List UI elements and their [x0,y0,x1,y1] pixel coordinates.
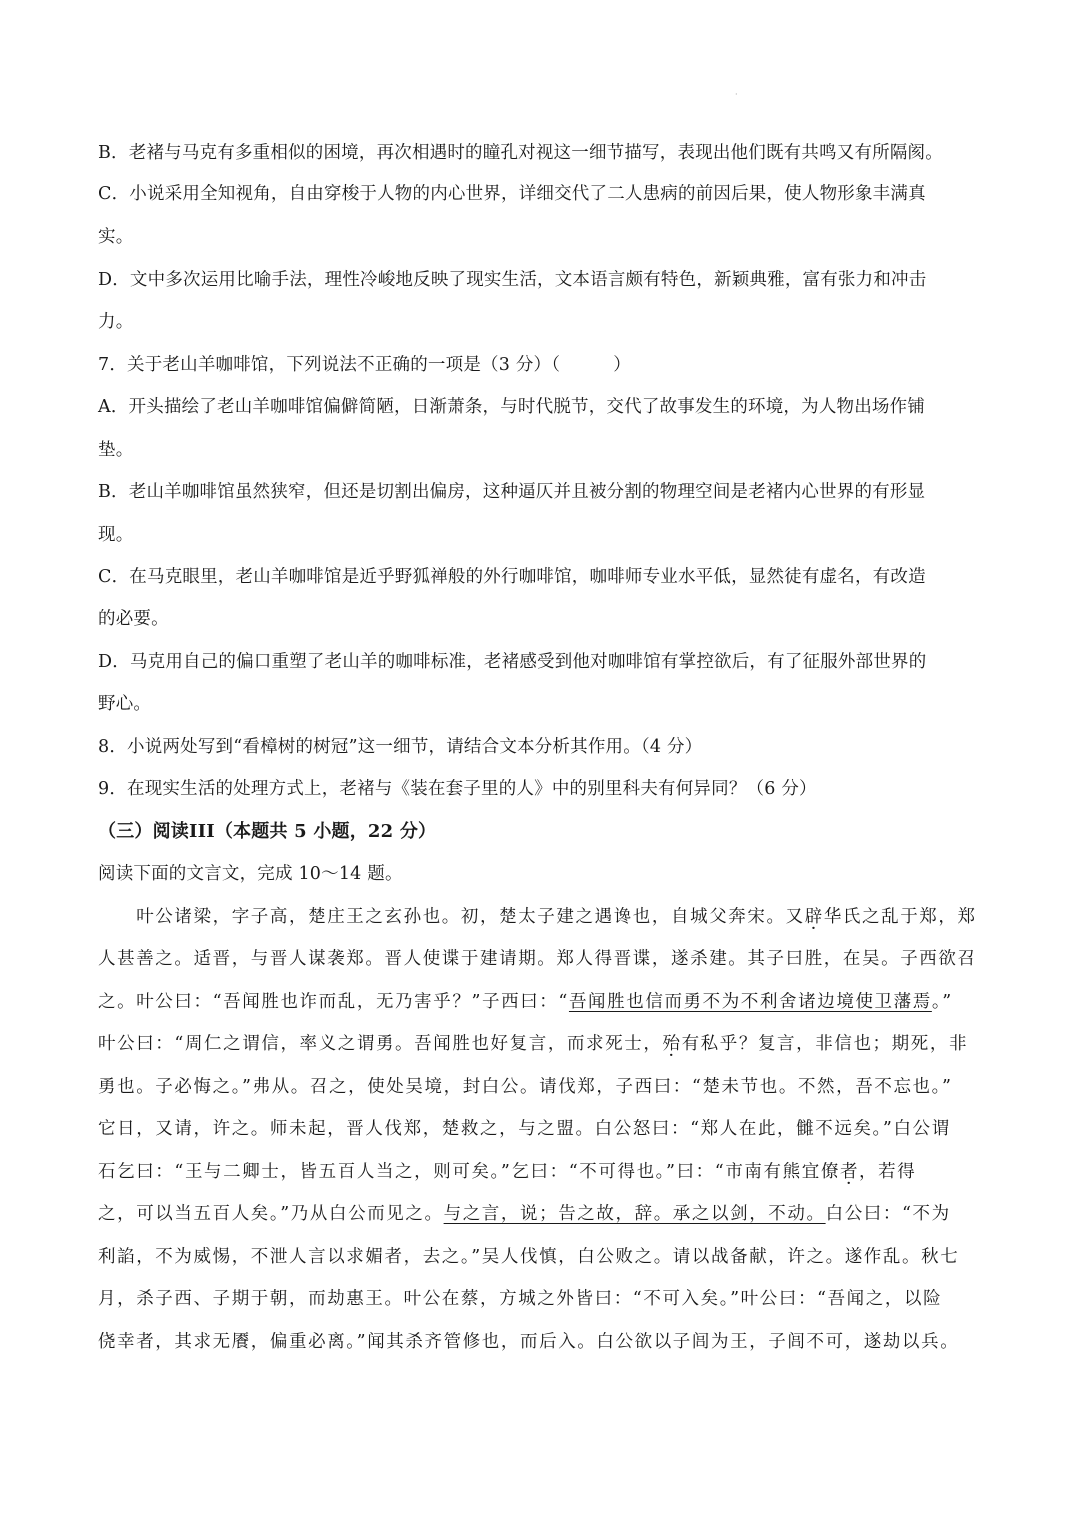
q9-stem: 9．在现实生活的处理方式上，老褚与《装在套子里的人》中的别里科夫有何异同？（6 分） [98,779,817,799]
q8-stem: 8．小说两处写到“看樟树的树冠”这一细节，请结合文本分析其作用。（4 分） [98,737,703,757]
q7-option-c-cont: 的必要。 [98,609,169,629]
passage-line-8: 之，可以当五百人矣。”乃从白公而见之。与之言，说；告之故，辞。承之以剑，不动。白公曰：“不为 [98,1204,951,1224]
page-mark: · [735,90,738,99]
passage-line-2: 人甚善之。适晋，与晋人谋袭郑。晋人使谍于建请期。郑人得晋谍，遂杀建。其子曰胜，在吴。子西欲召 [98,949,977,969]
dotted-char: 者 [839,1162,860,1182]
passage-line-10: 月，杀子西、子期于朝，而劫惠王。叶公在蔡，方城之外皆曰：“不可入矣。”叶公曰：“吾闻之，以险 [98,1289,943,1309]
q7-option-b-cont: 现。 [98,525,134,545]
underlined-sentence: 与之言，说；告之故，辞。承之以剑，不动。 [443,1204,826,1224]
q7-option-a: A．开头描绘了老山羊咖啡馆偏僻简陋，日渐萧条，与时代脱节，交代了故事发生的环境，为人物出场作铺 [98,397,926,417]
q7-option-a-cont: 垫。 [98,440,134,460]
passage-line-4: 叶公曰：“周仁之谓信，率义之谓勇。吾闻胜也好复言，而求死士，殆有私乎？复言，非信也；期死，非 [98,1034,969,1054]
q7-option-d: D．马克用自己的偏口重塑了老山羊的咖啡标准，老褚感受到他对咖啡馆有掌控欲后，有了征服外部世界的 [98,652,927,672]
passage-line-9: 利諂，不为威惕，不泄人言以求媚者，去之。”吴人伐慎，白公败之。请以战备献，许之。遂作乱。秋七 [98,1247,960,1267]
dotted-char: 辟 [804,907,824,927]
q6-option-b: B．老褚与马克有多重相似的困境，再次相遇时的瞳孔对视这一细节描写，表现出他们既有共鸣又有所隔阂。 [98,143,943,163]
q6-option-c: C．小说采用全知视角，自由穿梭于人物的内心世界，详细交代了二人患病的前因后果，使人物形象丰满真 [98,184,926,204]
q7-stem: 7．关于老山羊咖啡馆，下列说法不正确的一项是（3 分）（ ） [98,355,631,375]
dotted-char: 殆 [662,1034,682,1054]
q6-option-c-cont: 实。 [98,227,134,247]
section-instruction: 阅读下面的文言文，完成 10～14 题。 [98,864,403,884]
q7-option-b: B．老山羊咖啡馆虽然狭窄，但还是切割出偏房，这种逼仄并且被分割的物理空间是老褚内心世界的有形显 [98,482,926,502]
q7-option-d-cont: 野心。 [98,694,152,714]
section-title: （三）阅读III（本题共 5 小题，22 分） [98,821,437,842]
passage-line-7: 石乞曰：“王与二卿士，皆五百人当之，则可矣。”乞曰：“不可得也。”曰：“市南有熊宜僚者，若得 [98,1162,917,1182]
q6-option-d-cont: 力。 [98,312,134,332]
q7-option-c: C．在马克眼里，老山羊咖啡馆是近乎野狐禅般的外行咖啡馆，咖啡师专业水平低，显然徒有虚名，有改造 [98,567,926,587]
passage-line-1: 叶公诸梁，字子高，楚庄王之玄孙也。初，楚太子建之遇谗也，自城父奔宋。又辟华氏之乱于郑，郑 [98,907,977,927]
passage-line-5: 勇也。子必悔之。”弗从。召之，使处吴境，封白公。请伐郑，子西曰：“楚未节也。不然，吾不忘也。” [98,1077,953,1097]
underlined-sentence: 吾闻胜也信而勇不为不利舍诸边境使卫藩焉 [568,992,932,1012]
q6-option-d: D．文中多次运用比喻手法，理性冷峻地反映了现实生活，文本语言颇有特色，新颖典雅，富有张力和冲击 [98,270,927,290]
passage-line-11: 侥幸者，其求无餍，偏重必离。”闻其杀齐管修也，而后入。白公欲以子闾为王，子闾不可，遂劫以兵。 [98,1332,960,1352]
passage-line-6: 它日，又请，许之。师未起，晋人伐郑，楚救之，与之盟。白公怒曰：“郑人在此，雠不远矣。”白公谓 [98,1119,951,1139]
passage-line-3: 之。叶公曰：“吾闻胜也诈而乱，无乃害乎？”子西曰：“吾闻胜也信而勇不为不利舍诸边境使卫藩焉。” [98,992,953,1012]
